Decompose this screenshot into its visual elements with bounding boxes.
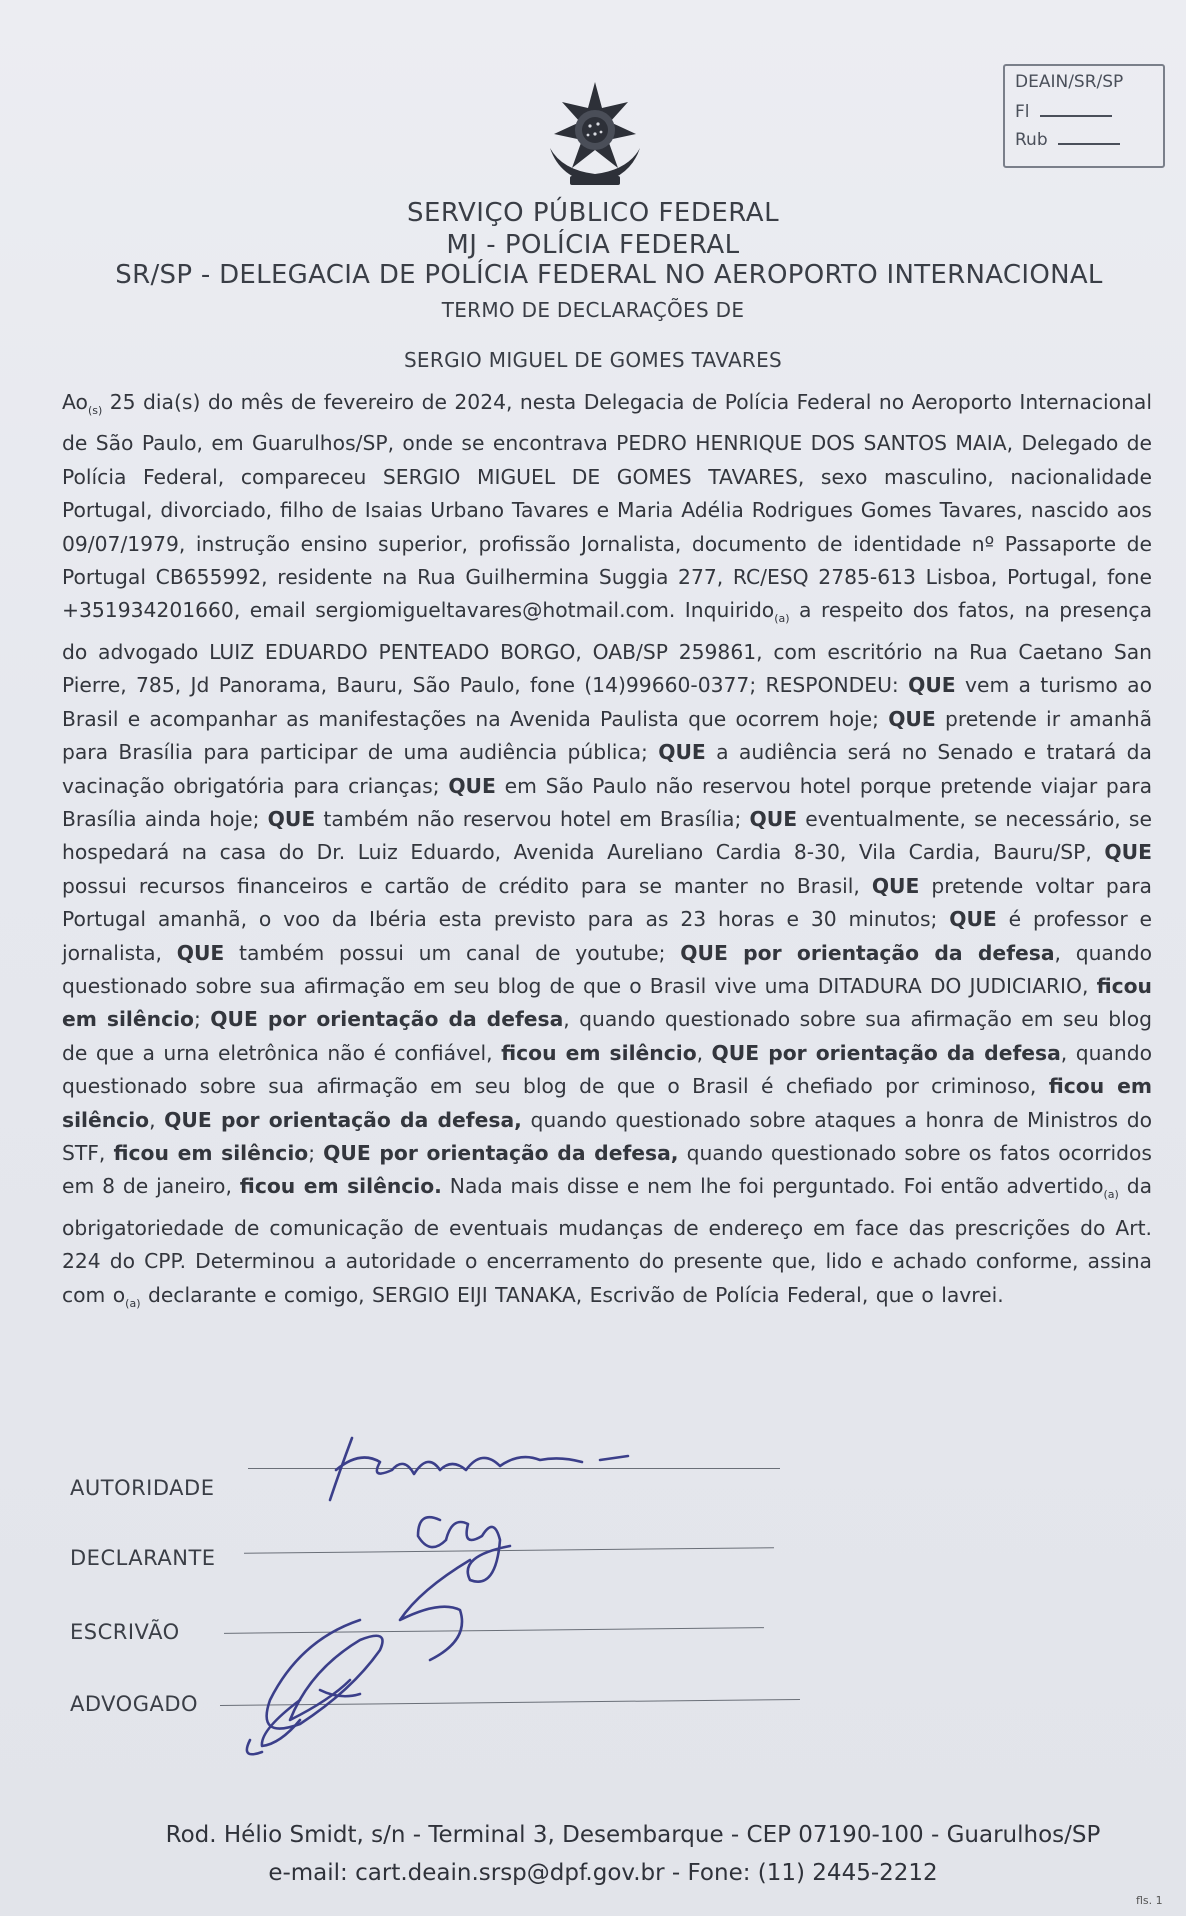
page-number: fls. 1 xyxy=(1136,1894,1163,1907)
document-title: TERMO DE DECLARAÇÕES DE xyxy=(441,298,745,322)
signature-declarante xyxy=(400,1517,510,1660)
signature-escrivao xyxy=(267,1620,383,1729)
label-escrivao: ESCRIVÃO xyxy=(70,1620,180,1644)
header-delegacia: SR/SP - DELEGACIA DE POLÍCIA FEDERAL NO AEROPORTO INTERNACIONAL xyxy=(115,260,1103,290)
header-service: SERVIÇO PÚBLICO FEDERAL xyxy=(406,198,780,228)
header-ministry: MJ - POLÍCIA FEDERAL xyxy=(446,230,740,260)
coat-of-arms-icon xyxy=(540,78,650,190)
signature-advogado xyxy=(247,1700,300,1754)
declarant-name: SERGIO MIGUEL DE GOMES TAVARES xyxy=(403,348,783,372)
footer-contact: e-mail: cart.deain.srsp@dpf.gov.br - Fone: (11) 2445-2212 xyxy=(268,1860,938,1886)
stamp-rub: Rub xyxy=(1015,130,1120,150)
declaration-paragraph: $Ao_{(s)}$ 25 dia(s) do mês de fevereiro de 2024, nesta Delegacia de Polícia Federal no Aeroporto Internacional de São Paulo, em Guarulhos/SP, onde se encontrava PEDRO HENRIQUE DOS SANTOS MAIA, Delegado de Polícia Federal, compareceu SERGIO MIGUEL DE GOMES TAVARES, sexo masculino, nacionalidade Portugal, divorciado, filho de Isaias Urbano Tavares e Maria Adélia Rodrigues Gomes Tavares, nascido aos 09/07/1979, instrução ensino superior, profissão Jornalista, documento de identidade nº Passaporte de Portugal CB655992, residente na Rua Guilhermina Suggia 277, RC/ESQ 2785-613 Lisboa, Portugal, fone +351934201660, email sergiomigueltavares@hotmail.com. Inquirido$_{(a)}$ a respeito dos fatos, na presença do advogado LUIZ EDUARDO PENTEADO BORGO, OAB/SP 259861, com escritório na Rua Caetano San Pierre, 785, Jd Panorama, Bauru, São Paulo, fone (14)99660-0377; RESPONDEU: QUE vem a turismo ao Brasil e acompanhar as manifestações na Avenida Paulista que ocorrem hoje; QUE pretende ir amanhã para Brasília para participar de uma audiência pública; QUE a audiência será no Senado e tratará da vacinação obrigatória para crianças; QUE em São Paulo não reservou hotel porque pretende viajar para Brasília ainda hoje; QUE também não reservou hotel em Brasília; QUE eventualmente, se necessário, se hospedará na casa do Dr. Luiz Eduardo, Avenida Aureliano Cardia 8-30, Vila Cardia, Bauru/SP, QUE possui recursos financeiros e cartão de crédito para se manter no Brasil, QUE pretende voltar para Portugal amanhã, o voo da Ibéria esta previsto para as 23 horas e 30 minutos; QUE é professor e jornalista, QUE também possui um canal de youtube; QUE por orientação da defesa, quando questionado sobre sua afirmação em seu blog de que o Brasil vive uma DITADURA DO JUDICIARIO, ficou em silêncio; QUE por orientação da defesa, quando questionado sobre sua afirmação em seu blog de que a urna eletrônica não é confiável, ficou em silêncio, QUE por orientação da defesa, quando questionado sobre sua afirmação em seu blog de que o Brasil é chefiado por criminoso, ficou em silêncio, QUE por orientação da defesa, quando questionado sobre ataques a honra de Ministros do STF, ficou em silêncio; QUE por orientação da defesa, quando questionado sobre os fatos ocorridos em 8 de janeiro, ficou em silêncio. Nada mais disse e nem lhe foi perguntado. Foi então advertido$_{(a)}$ da obrigatoriedade de comunicação de eventuais mudanças de endereço em face das prescrições do Art. 224 do CPP. Determinou a autoridade o encerramento do presente que, lido e achado conforme, assina com $o_{(a)}$ declarante e comigo, SERGIO EIJI TANAKA, Escrivão de Polícia Federal, que o lavrei. xyxy=(62,390,1153,1310)
line-escrivao xyxy=(224,1627,764,1634)
label-advogado: ADVOGADO xyxy=(70,1692,199,1716)
stamp-fl: Fl xyxy=(1015,102,1112,122)
label-declarante: DECLARANTE xyxy=(70,1546,216,1570)
signature-autoridade xyxy=(330,1438,628,1500)
line-advogado xyxy=(220,1699,800,1706)
footer-address: Rod. Hélio Smidt, s/n - Terminal 3, Desembarque - CEP 07190-100 - Guarulhos/SP xyxy=(165,1822,1101,1848)
label-autoridade: AUTORIDADE xyxy=(70,1476,215,1500)
line-declarante xyxy=(244,1547,774,1554)
stamp-org: DEAIN/SR/SP xyxy=(1015,72,1124,92)
declaration-body xyxy=(62,386,1152,1320)
folio-stamp xyxy=(1003,64,1165,168)
line-autoridade xyxy=(248,1468,780,1469)
